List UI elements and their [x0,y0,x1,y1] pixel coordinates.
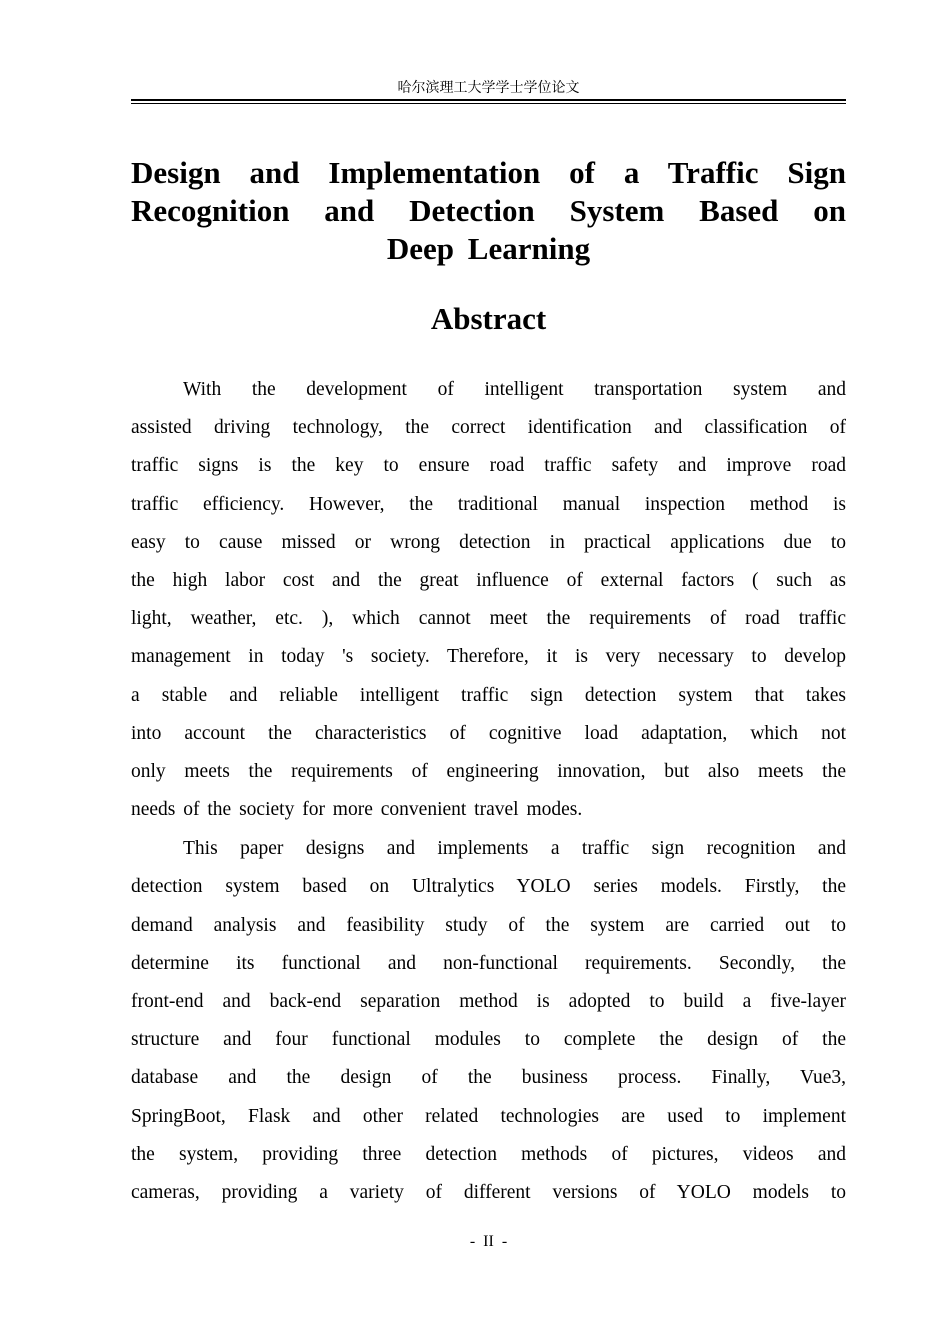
body-line: With the development of intelligent transportation system and [183,379,846,400]
abstract-heading: Abstract [430,301,547,336]
body-line: front-end and back-end separation method is adopted to build a five-layer [131,991,846,1012]
body-line: cameras, providing a variety of different versions of YOLO models to [131,1181,846,1203]
body-line: traffic efficiency. However, the traditional manual inspection method is [131,493,846,515]
running-header: 哈尔滨理工大学学士学位论文 [397,80,580,96]
body-line: management in today 's society. Therefore, it is very necessary to develop [131,646,846,668]
paper-title [131,154,846,268]
body-line: SpringBoot, Flask and other related technologies are used to implement [131,1105,846,1127]
body-line: This paper designs and implements a traffic sign recognition and [183,838,846,860]
body-line: assisted driving technology, the correct identification and classification of [131,417,846,439]
header-rule-thin [131,103,846,104]
title-line: Recognition and Detection System Based on [131,193,846,228]
body-line: a stable and reliable intelligent traffic sign detection system that takes [131,684,846,706]
title-line: Design and Implementation of a Traffic Sign [131,155,846,190]
body-line: demand analysis and feasibility study of the system are carried out to [131,914,846,936]
body-line: traffic signs is the key to ensure road traffic safety and improve road [131,455,846,477]
body-line: needs of the society for more convenient travel modes. [131,799,583,821]
body-line: into account the characteristics of cognitive load adaptation, which not [131,722,846,744]
page-number: - II - [469,1233,508,1250]
body-line: light, weather, etc. ), which cannot meet the requirements of road traffic [131,608,846,630]
body-line: easy to cause missed or wrong detection in practical applications due to [131,531,846,553]
title-line: Deep Learning [386,231,591,266]
abstract-body [131,371,846,1212]
body-line: determine its functional and non-functional requirements. Secondly, the [131,952,846,974]
body-line: structure and four functional modules to complete the design of the [131,1029,846,1051]
body-line: detection system based on Ultralytics YOLO series models. Firstly, the [131,876,846,898]
header-rule-thick [131,99,846,101]
body-line: database and the design of the business process. Finally, Vue3, [131,1067,846,1089]
body-line: the system, providing three detection methods of pictures, videos and [131,1143,846,1165]
body-line: the high labor cost and the great influence of external factors ( such as [131,569,846,591]
body-line: only meets the requirements of engineering innovation, but also meets the [131,760,846,782]
